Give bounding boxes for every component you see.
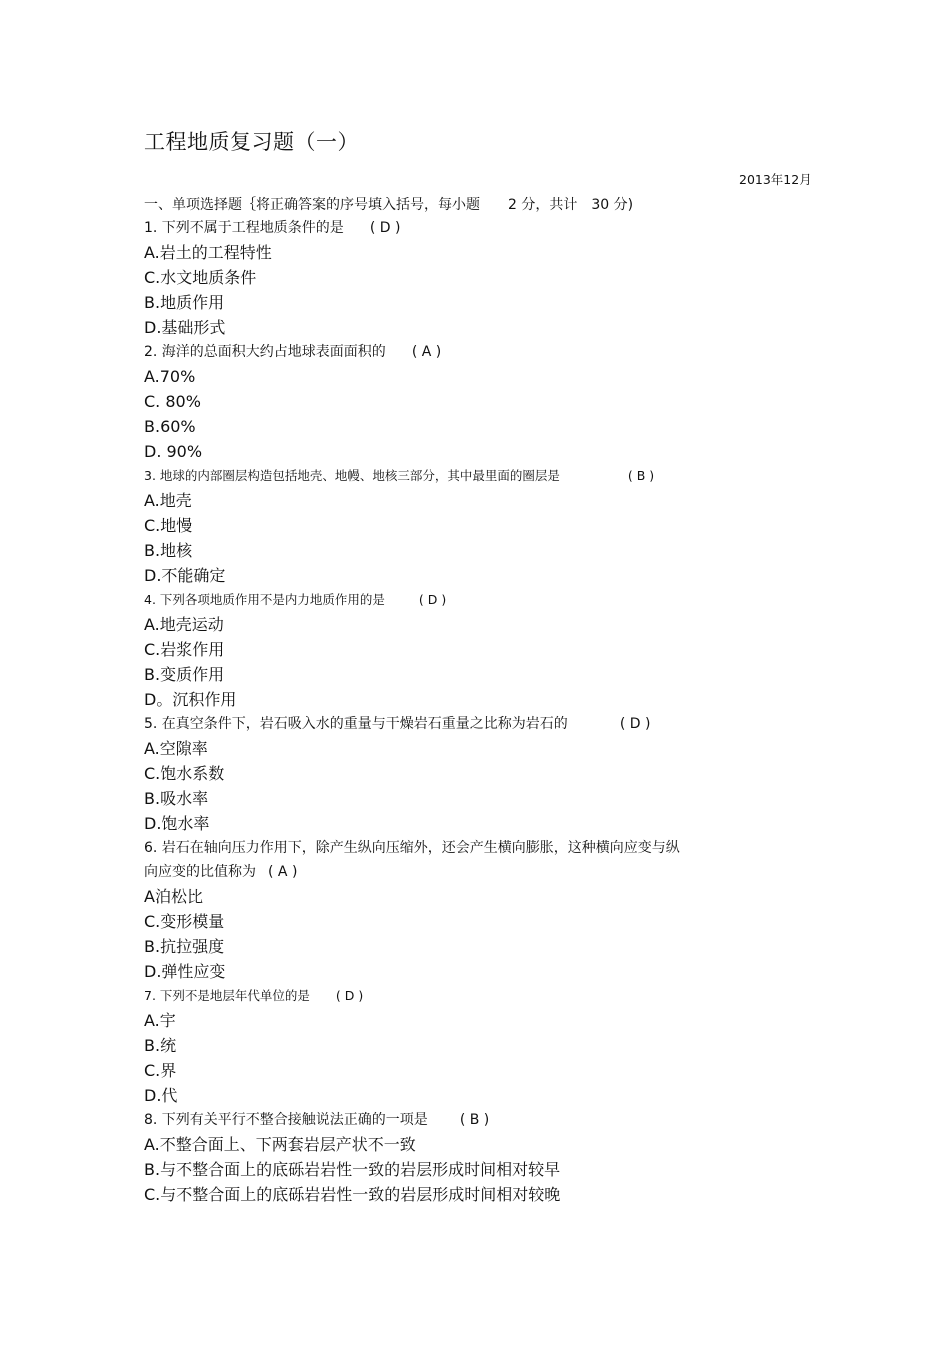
option: C. 80% [144,392,201,411]
option: A.岩土的工程特性 [144,243,272,262]
question-text: 4. 下列各项地质作用不是内力地质作用的是 [144,592,385,607]
question-answer: ( D ) [335,988,364,1003]
option: A.地壳 [144,491,192,510]
question-text: 2. 海洋的总面积大约占地球表面面积的 [144,344,386,360]
question-3 [144,464,824,488]
option: A.不整合面上、下两套岩层产状不一致 [144,1135,416,1154]
question-answer: ( B ) [459,1112,490,1128]
option: A.70% [144,367,196,386]
question-6 [144,836,824,860]
option: B.地核 [144,541,193,560]
option: C.地慢 [144,516,193,535]
question-answer: ( B ) [627,468,655,483]
option: A泊松比 [144,887,203,906]
question-answer: ( A ) [411,344,442,360]
option: C.水文地质条件 [144,268,257,287]
question-text-continued: 向应变的比值称为 [144,864,256,880]
document-date: 2013年12月 [739,172,812,187]
question-2 [144,340,824,364]
question-text: 1. 下列不属于工程地质条件的是 [144,220,344,236]
option: A.空隙率 [144,739,208,758]
question-7 [144,984,824,1008]
section-header: 一、单项选择题｛将正确答案的序号填入括号，每小题 2 分，共计 30 分) [144,197,634,213]
question-answer: ( A ) [268,864,298,880]
question-5 [144,712,824,736]
option: A.地壳运动 [144,615,224,634]
option: C.饱水系数 [144,764,225,783]
question-1 [144,216,824,240]
question-4 [144,588,824,612]
option: B.60% [144,417,196,436]
option: D.弹性应变 [144,962,226,981]
option: D.代 [144,1086,178,1105]
question-answer: ( D ) [418,592,447,607]
question-8 [144,1108,824,1132]
question-6-continued [144,860,824,884]
option: C.与不整合面上的底砾岩岩性一致的岩层形成时间相对较晚 [144,1185,561,1204]
question-text: 8. 下列有关平行不整合接触说法正确的一项是 [144,1112,428,1128]
option: D. 90% [144,442,203,461]
option: B.统 [144,1036,177,1055]
option: D。沉积作用 [144,690,237,709]
option: D.饱水率 [144,814,210,833]
option: D.基础形式 [144,318,226,337]
question-text: 3. 地球的内部圈层构造包括地壳、地幔、地核三部分，其中最里面的圈层是 [144,468,560,483]
option: B.变质作用 [144,665,225,684]
option: B.地质作用 [144,293,225,312]
option: B.吸水率 [144,789,209,808]
option: B.与不整合面上的底砾岩岩性一致的岩层形成时间相对较早 [144,1160,561,1179]
question-text: 5. 在真空条件下，岩石吸入水的重量与干燥岩石重量之比称为岩石的 [144,716,568,732]
option: C.变形模量 [144,912,225,931]
question-answer: ( D ) [619,716,651,732]
option: B.抗拉强度 [144,937,225,956]
option: A.宇 [144,1011,176,1030]
question-answer: ( D ) [369,220,401,236]
page-title: 工程地质复习题（一） [144,130,359,154]
option: C.界 [144,1061,177,1080]
question-text: 6. 岩石在轴向压力作用下，除产生纵向压缩外，还会产生横向膨胀，这种横向应变与纵 [144,840,680,856]
option: C.岩浆作用 [144,640,225,659]
question-text: 7. 下列不是地层年代单位的是 [144,988,310,1003]
option: D.不能确定 [144,566,226,585]
question-list [144,216,824,1207]
